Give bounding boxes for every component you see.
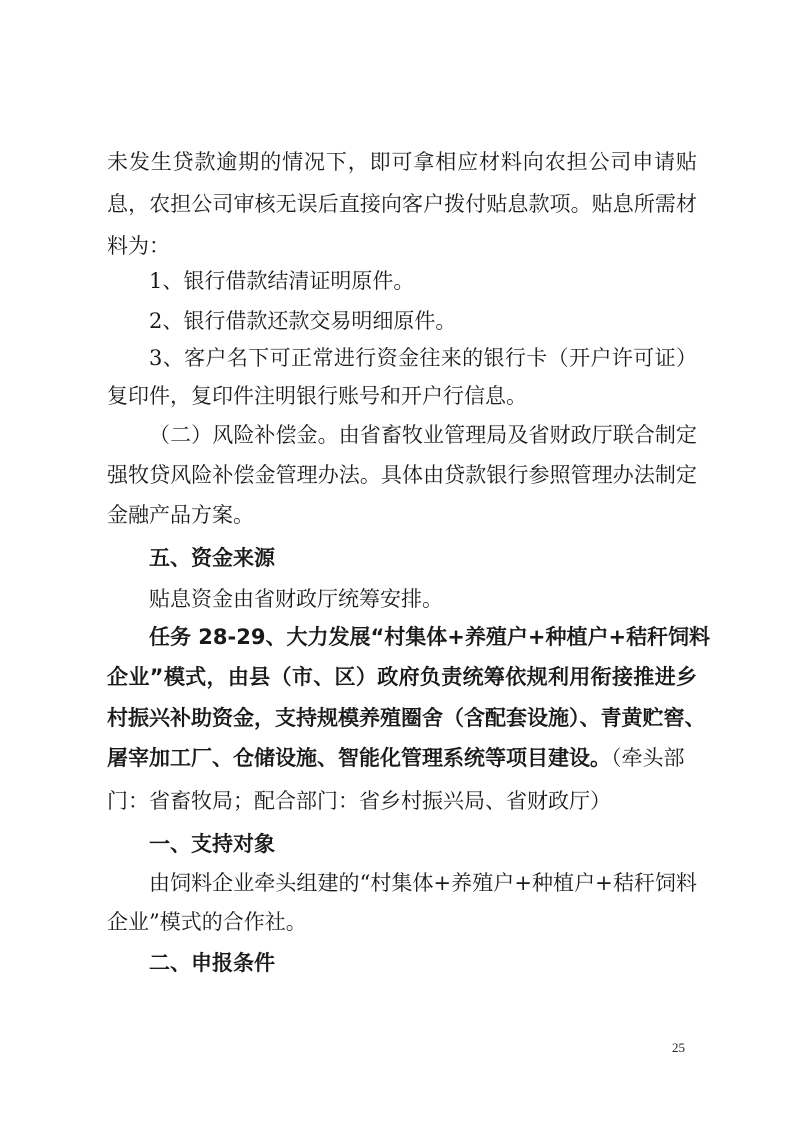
paragraph-line: 由饲料企业牵头组建的“村集体+养殖户+种植户+秸秆饲料: [149, 871, 697, 895]
list-item: 2、银行借款还款交易明细原件。: [149, 309, 457, 333]
paragraph-line: 金融产品方案。: [107, 503, 254, 527]
section-heading: 一、支持对象: [149, 832, 275, 856]
paragraph-line: 门：省畜牧局；配合部门：省乡村振兴局、省财政厅）: [107, 789, 611, 813]
paragraph-line: 料为：: [107, 234, 170, 258]
section-heading: 二、申报条件: [149, 951, 275, 975]
page-number: 25: [672, 1040, 685, 1055]
paragraph-line: 息，农担公司审核无误后直接向客户拨付贴息款项。贴息所需材: [107, 192, 697, 216]
task-heading-line: 企业”模式，由县（市、区）政府负责统筹依规利用衔接推进乡: [107, 665, 697, 689]
task-heading-line: 村振兴补助资金，支持规模养殖圈舍（含配套设施）、青黄贮窖、: [107, 706, 706, 730]
task-heading-line: [107, 743, 697, 773]
list-item: 1、银行借款结清证明原件。: [149, 269, 415, 293]
lead-department-text: （牵头部: [611, 746, 685, 770]
paragraph-line: 复印件，复印件注明银行账号和开户行信息。: [107, 384, 527, 408]
section-heading: 五、资金来源: [149, 546, 275, 570]
paragraph-line: 贴息资金由省财政厅统筹安排。: [149, 587, 443, 611]
paragraph-line: 强牧贷风险补偿金管理办法。具体由贷款银行参照管理办法制定: [107, 463, 697, 487]
paragraph-line: 企业”模式的合作社。: [107, 910, 307, 934]
task-heading-text: 屠宰加工厂、仓储设施、智能化管理系统等项目建设。: [107, 746, 611, 770]
task-heading-line: 任务 28-29、大力发展“村集体+养殖户+种植户+秸秆饲料: [149, 625, 711, 649]
paragraph-line: （二）风险补偿金。由省畜牧业管理局及省财政厅联合制定: [149, 423, 697, 447]
paragraph-line: 未发生贷款逾期的情况下，即可拿相应材料向农担公司申请贴: [107, 150, 697, 174]
list-item: 3、客户名下可正常进行资金往来的银行卡（开户许可证）: [149, 346, 697, 370]
